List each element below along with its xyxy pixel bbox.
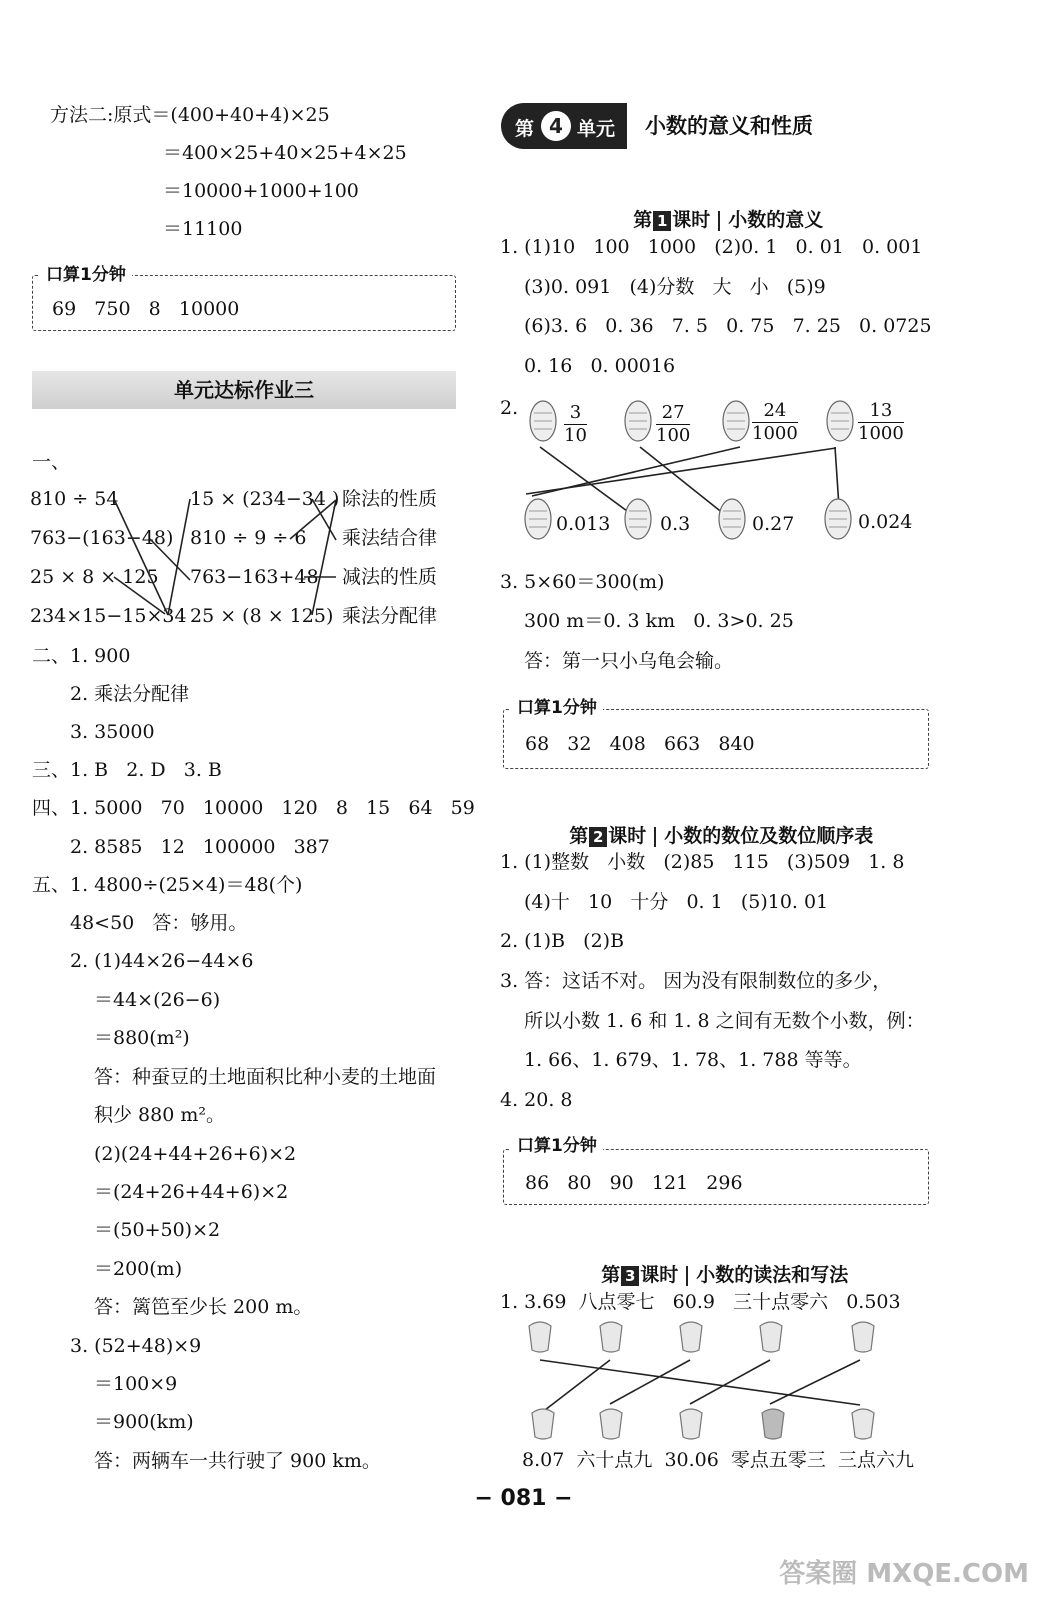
match-mid-2: 810 ÷ 9 ÷ 6: [190, 527, 307, 549]
answer-line-2: 2. 乘法分配律: [70, 683, 190, 705]
q3-line-3: 答：第一只小乌龟会输。: [524, 650, 734, 672]
l2-line-3: 2. (1)B (2)B: [500, 930, 625, 952]
l2-line-1: 1. (1)整数 小数 (2)85 115 (3)509 1. 8: [500, 851, 905, 873]
answer-line-4: 三、1. B 2. D 3. B: [32, 759, 222, 781]
cup-icon: [596, 1405, 626, 1441]
cup-icon: [756, 1318, 786, 1354]
answer-line-14: (2)(24+44+26+6)×2: [94, 1143, 297, 1165]
decimal-4: 0.024: [858, 511, 913, 533]
unit-badge-suffix: 单元: [577, 118, 616, 140]
shoe-icon: [822, 397, 858, 445]
fraction-1-den: 10: [564, 425, 587, 446]
part-1-label: 一、: [32, 451, 71, 473]
lesson-1-divider: [718, 211, 720, 231]
answer-line-13: 积少 880 m²。: [94, 1104, 225, 1126]
shoe-icon: [714, 495, 750, 543]
watermark-logo: 答案圈 MXQE.COM: [779, 1559, 1029, 1589]
cup-icon: [676, 1405, 706, 1441]
answer-line-15: ＝(24+26+44+6)×2: [94, 1181, 289, 1203]
answer-line-20: ＝100×9: [94, 1373, 178, 1395]
match-left-4: 234×15−15×34: [30, 605, 187, 627]
match-left-3: 25 × 8 × 125: [30, 566, 159, 588]
lesson-3-suffix: 课时: [640, 1264, 679, 1286]
answer-line-16: ＝(50+50)×2: [94, 1219, 221, 1241]
l2-line-2: (4)十 10 十分 0. 1 (5)10. 01: [524, 891, 829, 913]
cup-icon: [848, 1405, 878, 1441]
lesson-1-heading: [620, 183, 823, 232]
unit-badge: [501, 103, 627, 149]
shoe-icon: [620, 495, 656, 543]
q3-line-1: 3. 5×60＝300(m): [500, 571, 665, 593]
cup-icon: [525, 1318, 555, 1354]
shoe-icon: [620, 397, 656, 445]
answer-line-19: 3. (52+48)×9: [70, 1335, 202, 1357]
unit-badge-number: 4: [541, 111, 571, 141]
method2-line-2: ＝400×25+40×25+4×25: [163, 142, 407, 164]
lesson-3-divider: [686, 1266, 688, 1286]
lesson-2-divider: [654, 827, 656, 847]
shoe-icon: [525, 397, 561, 445]
answer-line-12: 答：种蚕豆的土地面积比种小麦的土地面: [94, 1066, 437, 1088]
answer-line-5: 四、1. 5000 70 10000 120 8 15 64 59: [32, 797, 475, 819]
lesson-2-title: 小数的数位及数位顺序表: [664, 825, 874, 847]
shoe-icon: [718, 397, 754, 445]
answer-line-3: 3. 35000: [70, 721, 155, 743]
unit-title: 小数的意义和性质: [645, 114, 813, 138]
l3-top-line: 1. 3.69 八点零七 60.9 三十点零六 0.503: [500, 1291, 901, 1313]
decimal-3: 0.27: [752, 513, 795, 535]
oral-calc-values-2: 68 32 408 663 840: [525, 733, 755, 755]
match-right-4: 乘法分配律: [342, 605, 438, 627]
match-mid-1: 15 × (234−34 ): [190, 488, 340, 510]
fraction-2-num: 27: [656, 402, 690, 425]
l1-line-1: 1. (1)10 100 1000 (2)0. 1 0. 01 0. 001: [500, 236, 923, 258]
fraction-2-den: 100: [656, 425, 691, 446]
lesson-1-prefix: 第: [633, 209, 653, 231]
cup-icon: [528, 1405, 558, 1441]
fraction-4: [858, 400, 904, 445]
l3-bottom-line: 8.07 六十点九 30.06 零点五零三 三点六九: [522, 1449, 915, 1471]
oral-calc-values-1: 69 750 8 10000: [52, 298, 240, 320]
q2-label: 2.: [500, 397, 519, 419]
l1-line-3: (6)3. 6 0. 36 7. 5 0. 75 7. 25 0. 0725: [524, 315, 932, 337]
fraction-3-num: 24: [752, 400, 798, 423]
method2-line-3: ＝10000+1000+100: [163, 180, 359, 202]
answer-line-7: 五、1. 4800÷(25×4)＝48(个): [32, 874, 303, 896]
q3-line-2: 300 m＝0. 3 km 0. 3>0. 25: [524, 610, 794, 632]
answer-line-8: 48<50 答：够用。: [70, 912, 248, 934]
answer-line-11: ＝880(m²): [94, 1027, 190, 1049]
lesson-1-number: 1: [653, 211, 671, 231]
lesson-2-heading: [556, 799, 873, 848]
lesson-3-heading: [588, 1238, 848, 1287]
answer-line-9: 2. (1)44×26−44×6: [70, 950, 254, 972]
match-mid-3: 763−163+48: [190, 566, 319, 588]
answer-line-10: ＝44×(26−6): [94, 989, 221, 1011]
answer-line-17: ＝200(m): [94, 1258, 183, 1280]
decimal-2: 0.3: [660, 513, 691, 535]
lesson-3-prefix: 第: [601, 1264, 621, 1286]
l2-line-7: 4. 20. 8: [500, 1089, 573, 1111]
cup-icon: [758, 1405, 788, 1441]
lesson-1-suffix: 课时: [672, 209, 711, 231]
answer-line-1: 二、1. 900: [32, 645, 131, 667]
method2-line-4: ＝11100: [163, 218, 243, 240]
shoe-icon: [820, 495, 856, 543]
match-right-3: 减法的性质: [342, 566, 438, 588]
decimal-1: 0.013: [556, 513, 611, 535]
match-left-1: 810 ÷ 54: [30, 488, 119, 510]
fraction-3-den: 1000: [752, 423, 798, 444]
oral-calc-values-3: 86 80 90 121 296: [525, 1172, 743, 1194]
answer-line-18: 答：篱笆至少长 200 m。: [94, 1296, 313, 1318]
lesson-2-number: 2: [589, 827, 607, 847]
fraction-1: [564, 402, 587, 447]
method2-line-1: 方法二:原式＝(400+40+4)×25: [50, 104, 330, 126]
lesson-3-title: 小数的读法和写法: [696, 1264, 849, 1286]
oral-calc-label-2: 口算1分钟: [511, 697, 603, 719]
fraction-1-num: 3: [564, 402, 587, 425]
match-left-2: 763−(163−48): [30, 527, 174, 549]
l1-line-4: 0. 16 0. 00016: [524, 355, 676, 377]
oral-calc-label-3: 口算1分钟: [511, 1135, 603, 1157]
fraction-4-num: 13: [858, 400, 904, 423]
l1-line-2: (3)0. 091 (4)分数 大 小 (5)9: [524, 276, 826, 298]
fraction-4-den: 1000: [858, 423, 904, 444]
cup-icon: [848, 1318, 878, 1354]
oral-calc-label-1: 口算1分钟: [40, 264, 132, 286]
lesson-1-title: 小数的意义: [728, 209, 824, 231]
l2-line-6: 1. 66、1. 679、1. 78、1. 788 等等。: [524, 1049, 862, 1071]
section-banner-title: 单元达标作业三: [174, 378, 314, 402]
cup-icon: [676, 1318, 706, 1354]
lesson-2-prefix: 第: [569, 825, 589, 847]
page-number: − 081 −: [474, 1486, 573, 1511]
cup-icon: [596, 1318, 626, 1354]
answer-line-6: 2. 8585 12 100000 387: [70, 836, 330, 858]
l2-line-4: 3. 答：这话不对。 因为没有限制数位的多少，: [500, 970, 892, 992]
lesson-2-suffix: 课时: [608, 825, 647, 847]
l2-line-5: 所以小数 1. 6 和 1. 8 之间有无数个小数，例：: [524, 1010, 925, 1032]
fraction-3: [752, 400, 798, 445]
answer-line-21: ＝900(km): [94, 1411, 194, 1433]
shoe-icon: [520, 495, 556, 543]
match-right-2: 乘法结合律: [342, 527, 438, 549]
match-mid-4: 25 × (8 × 125): [190, 605, 334, 627]
fraction-2: [656, 402, 690, 447]
unit-badge-prefix: 第: [515, 118, 535, 140]
match-right-1: 除法的性质: [342, 488, 438, 510]
answer-line-22: 答：两辆车一共行驶了 900 km。: [94, 1450, 381, 1472]
lesson-3-number: 3: [621, 1266, 639, 1286]
